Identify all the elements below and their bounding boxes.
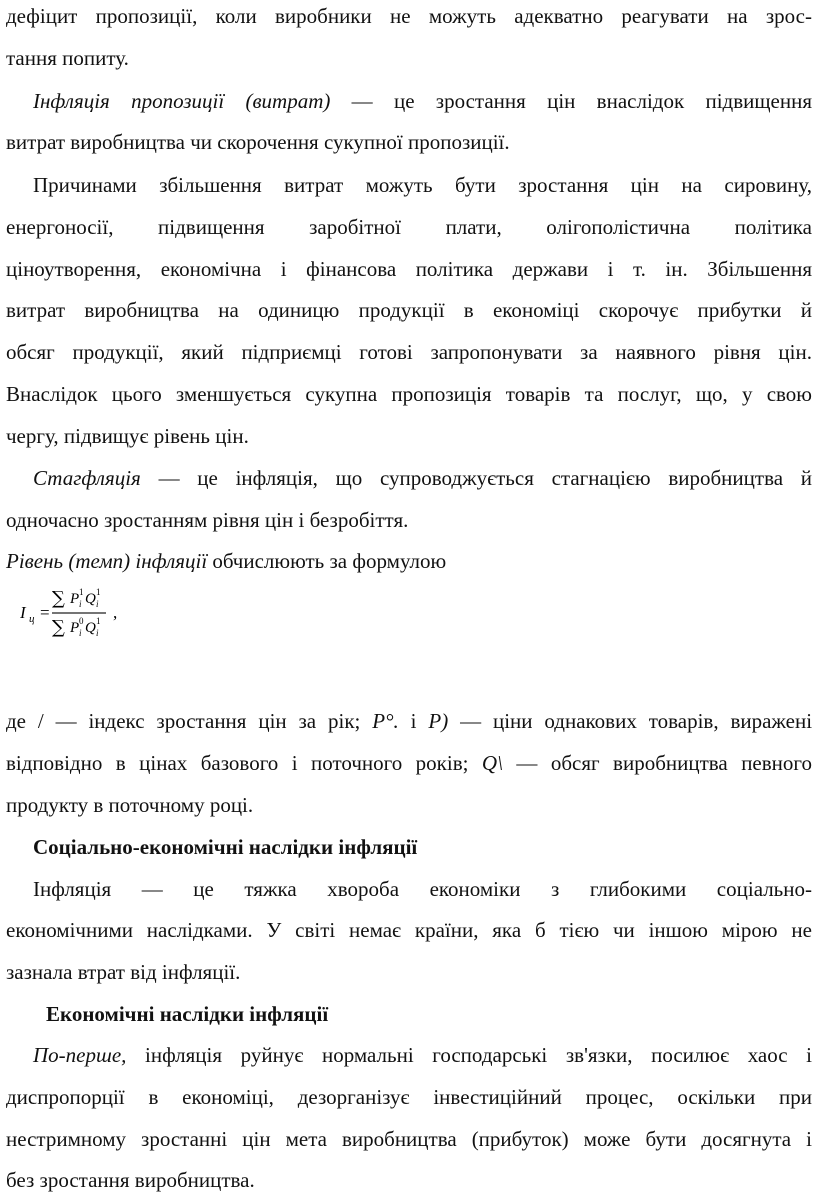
paragraph-line: Інфляція — це тяжка хвороба економіки з глибокими соціально-	[33, 877, 812, 901]
paragraph-line: ціноутворення, економічна і фінансова політика держави і т. ін. Збільшення	[6, 257, 812, 281]
formula-den-p-sub: i	[79, 628, 82, 638]
paragraph-line: без зростання виробництва.	[6, 1168, 255, 1192]
formula-den-q-sub: i	[96, 628, 99, 638]
paragraph-line: економічними наслідками. У світі немає країни, яка б тією чи іншою мірою не	[6, 918, 812, 942]
paragraph-line	[33, 1042, 812, 1068]
paragraph-line	[33, 88, 812, 114]
paragraph-line: витрат виробництва на одиницю продукції в економіці скорочує прибутки й	[6, 298, 812, 322]
formula-den-p-sup: 0	[79, 616, 84, 626]
formula-comma: ,	[113, 603, 118, 622]
text-span: — обсяг виробництва певного	[516, 751, 812, 775]
paragraph-line: витрат виробництва чи скорочення сукупної пропозиції.	[6, 130, 510, 154]
paragraph-line	[6, 708, 812, 734]
formula-equals: =	[40, 603, 50, 622]
text-span: обчислюють за формулою	[212, 549, 447, 573]
paragraph-line: дефіцит пропозиції, коли виробники не можуть адекватно реагувати на зрос-	[6, 4, 812, 28]
term-stagflation: Стагфляція	[33, 466, 141, 490]
symbol-p0: Р°.	[372, 709, 399, 733]
formula-den-sum: ∑	[52, 617, 65, 638]
formula-num-p: P	[70, 591, 80, 607]
formula-den-p: P	[70, 620, 80, 636]
formula-lhs-sub: ц	[29, 613, 35, 625]
formula-num-q-sub: i	[96, 599, 99, 609]
formula-num-q: Q	[85, 591, 96, 607]
formula-num-p-sub: i	[79, 599, 82, 609]
symbol-p1: Р)	[428, 709, 449, 733]
text-span: інфляція руйнує нормальні господарські зв'язки, посилює хаос і	[145, 1043, 813, 1067]
formula-num-sum: ∑	[52, 588, 65, 609]
formula-lhs: I	[20, 603, 26, 622]
paragraph-line: енергоносії, підвищення заробітної плати, олігополістична політика	[6, 215, 812, 239]
paragraph-line: Причинами збільшення витрат можуть бути зростання цін на сировину,	[33, 173, 812, 197]
paragraph-line	[6, 750, 812, 776]
text-span: де / — індекс зростання цін за рік;	[6, 709, 361, 733]
paragraph-line: Внаслідок цього зменшується сукупна пропозиція товарів та послуг, що, у свою	[6, 382, 812, 406]
term-supply-inflation: Інфляція пропозиції (витрат)	[33, 89, 331, 113]
text-span: відповідно в цінах базового і поточного років;	[6, 751, 469, 775]
paragraph-line: зазнала втрат від інфляції.	[6, 960, 241, 984]
formula-den-q-sup: 1	[96, 616, 101, 626]
paragraph-line	[6, 548, 446, 574]
paragraph-line: продукту в поточному році.	[6, 793, 254, 817]
inflation-rate-formula	[20, 578, 150, 642]
term-firstly: По-перше,	[33, 1043, 127, 1067]
paragraph-line: чергу, підвищує рівень цін.	[6, 424, 249, 448]
text-span: і	[410, 709, 417, 733]
section-heading: Соціально-економічні наслідки інфляції	[33, 835, 418, 859]
paragraph-line: диспропорції в економіці, дезорганізує інвестиційний процес, оскільки при	[6, 1085, 812, 1109]
paragraph-line	[33, 465, 812, 491]
term-inflation-rate: Рівень (темп) інфляції	[6, 549, 208, 573]
formula-den-q: Q	[85, 620, 96, 636]
text-span: — ціни однакових товарів, виражені	[460, 709, 813, 733]
paragraph-line: обсяг продукції, який підприємці готові запропонувати за наявного рівня цін.	[6, 340, 812, 364]
symbol-q: Q\	[481, 751, 503, 775]
paragraph-line: одночасно зростанням рівня цін і безробіття.	[6, 508, 409, 532]
paragraph-line: тання попиту.	[6, 46, 129, 70]
formula-num-q-sup: 1	[96, 587, 101, 597]
text-span: — це зростання цін внаслідок підвищення	[351, 89, 812, 113]
paragraph-line: нестримному зростанні цін мета виробництва (прибуток) може бути досягнута і	[6, 1127, 812, 1151]
section-heading: Економічні наслідки інфляції	[46, 1002, 329, 1026]
text-span: — це інфляція, що супроводжується стагнацією виробництва й	[158, 466, 812, 490]
formula-num-p-sup: 1	[79, 587, 84, 597]
